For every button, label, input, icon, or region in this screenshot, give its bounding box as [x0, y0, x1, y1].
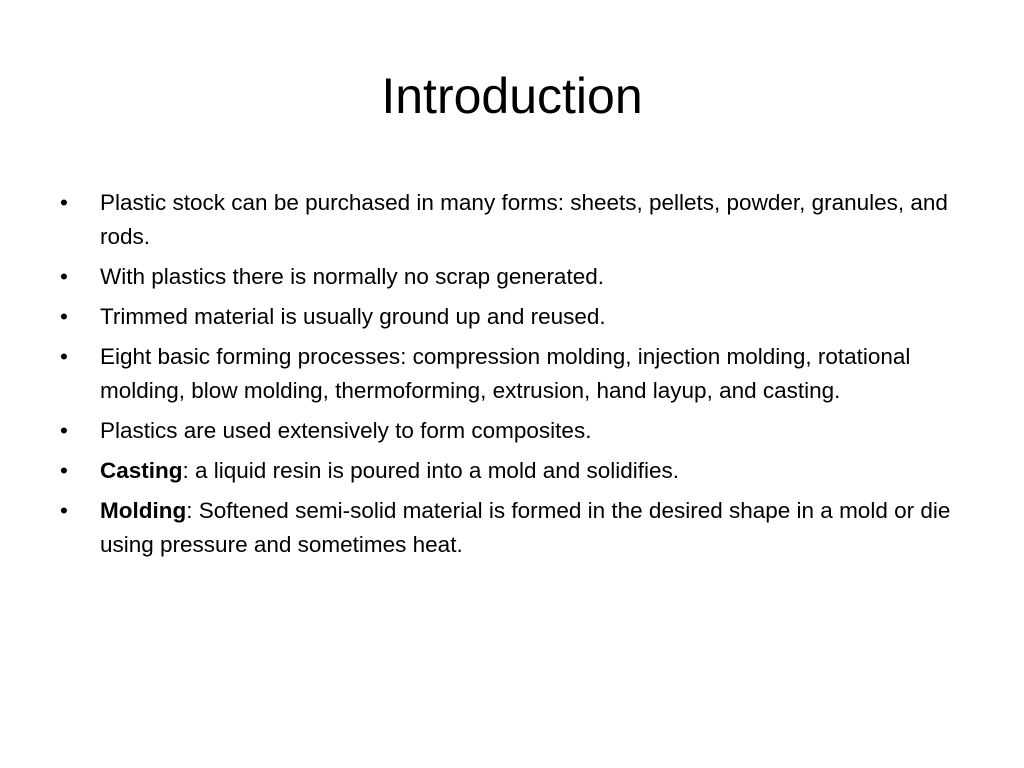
bullet-item: [60, 454, 960, 488]
bullet-text: : Softened semi-solid material is formed in the desired shape in a mold or die using pressure and sometimes heat.: [100, 498, 951, 557]
bullet-text: Eight basic forming processes: compression molding, injection molding, rotational molding, blow molding, thermoforming, extrusion, hand layup, and casting.: [100, 344, 911, 403]
bullet-item: [60, 300, 960, 334]
bullet-item: [60, 260, 960, 294]
bullet-text: Trimmed material is usually ground up and reused.: [100, 304, 606, 329]
bullet-text: : a liquid resin is poured into a mold and solidifies.: [182, 458, 680, 483]
bullet-dot-icon: •: [60, 418, 68, 443]
bullet-item: [60, 340, 960, 408]
bullet-text: Plastic stock can be purchased in many forms: sheets, pellets, powder, granules, and rods.: [100, 190, 948, 249]
bullet-dot-icon: •: [60, 498, 68, 523]
bullet-term-molding: Molding: [100, 498, 187, 523]
bullet-dot-icon: •: [60, 264, 68, 289]
bullet-text: Plastics are used extensively to form composites.: [100, 418, 592, 443]
bullet-dot-icon: •: [60, 458, 68, 483]
bullet-item: [60, 494, 960, 562]
slide-title: Introduction: [381, 68, 643, 124]
bullet-item: [60, 186, 960, 254]
bullet-dot-icon: •: [60, 304, 68, 329]
bullet-list: [60, 186, 960, 568]
bullet-term-casting: Casting: [100, 458, 183, 483]
bullet-text: With plastics there is normally no scrap generated.: [100, 264, 604, 289]
bullet-dot-icon: •: [60, 190, 68, 215]
bullet-item: [60, 414, 960, 448]
bullet-dot-icon: •: [60, 344, 68, 369]
